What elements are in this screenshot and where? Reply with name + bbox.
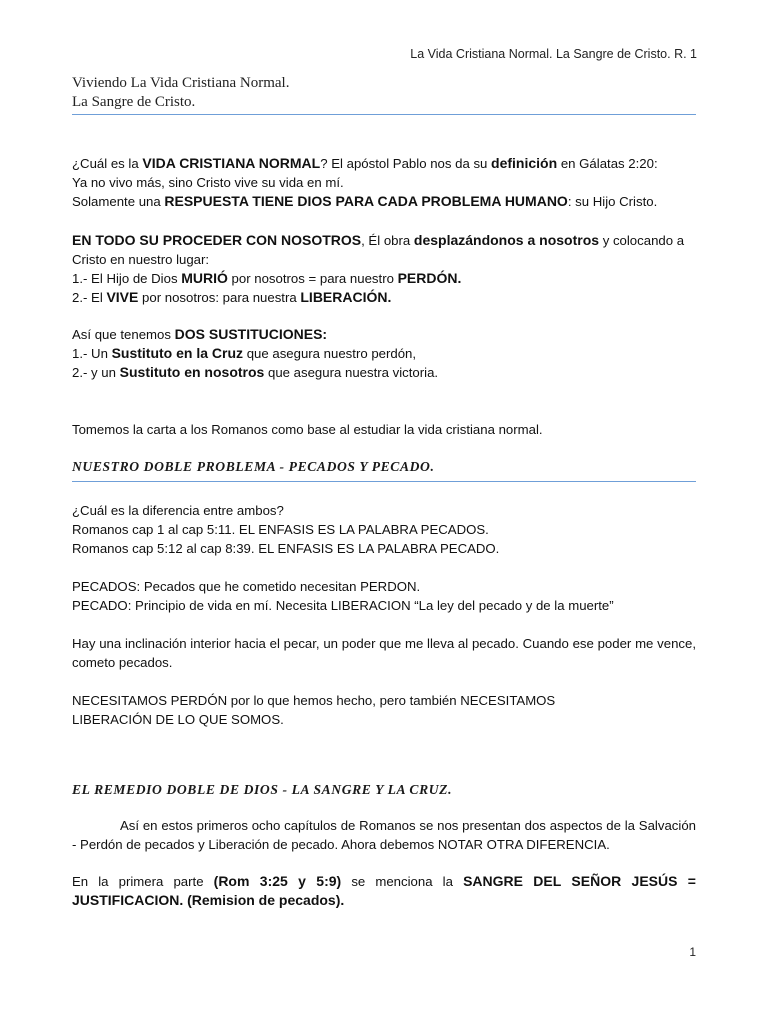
primera-parte-paragraph: En la primera parte (Rom 3:25 y 5:9) se menciona la SANGRE DEL SEÑOR JESÚS = JUSTIFICACION. (Remision de pecados). [72, 873, 696, 908]
romanos-range-2: Romanos cap 5:12 al cap 8:39. EL ENFASIS ES LA PALABRA PECADO. [72, 541, 500, 556]
necesitamos-line-1: NECESITAMOS PERDÓN por lo que hemos hecho, pero también NECESITAMOS [72, 693, 556, 708]
title-line-2: La Sangre de Cristo. [72, 94, 196, 110]
proceder-lead: EN TODO SU PROCEDER CON NOSOTROS, Él obra desplazándonos a nosotros y colocando a Cristo en nuestro lugar: [72, 232, 685, 267]
definitions-block [72, 577, 696, 615]
sustituciones-item-2: 2.- y un Sustituto en nosotros que asegura nuestra victoria. [72, 364, 439, 380]
sustituciones-item-1: 1.- Un Sustituto en la Cruz que asegura nuestro perdón, [72, 345, 417, 361]
sustituciones-lead: Así que tenemos DOS SUSTITUCIONES: [72, 326, 328, 342]
document-title [72, 74, 289, 112]
proceder-item-2: 2.- El VIVE por nosotros: para nuestra LIBERACIÓN. [72, 289, 392, 305]
inclinacion-paragraph: Hay una inclinación interior hacia el pecar, un poder que me lleva al pecado. Cuando ese poder me vence, cometo pecados. [72, 636, 696, 670]
proceder-item-1: 1.- El Hijo de Dios MURIÓ por nosotros = para nuestro PERDÓN. [72, 270, 462, 286]
intro-line-1: ¿Cuál es la VIDA CRISTIANA NORMAL? El apóstol Pablo nos da su definición en Gálatas 2:20: [72, 155, 658, 171]
title-line-1: Viviendo La Vida Cristiana Normal. [72, 75, 290, 91]
title-divider [72, 114, 696, 115]
remedio-paragraph: Así en estos primeros ocho capítulos de Romanos se nos presentan dos aspectos de la Salvación - Perdón de pecados y Liberación de pecado. Ahora debemos NOTAR OTRA DIFERENCIA. [72, 818, 696, 852]
necesitamos-line-2: LIBERACIÓN DE LO QUE SOMOS. [72, 712, 284, 727]
sustituciones-paragraph [72, 325, 696, 382]
section1-question-block [72, 501, 696, 558]
running-header: La Vida Cristiana Normal. La Sangre de Cristo. R. 1 [410, 47, 697, 61]
section-divider [72, 481, 696, 482]
romanos-range-1: Romanos cap 1 al cap 5:11. EL ENFASIS ES LA PALABRA PECADOS. [72, 522, 489, 537]
intro-paragraph [72, 154, 696, 211]
intro-line-3: Solamente una RESPUESTA TIENE DIOS PARA CADA PROBLEMA HUMANO: su Hijo Cristo. [72, 193, 658, 209]
question-line: ¿Cuál es la diferencia entre ambos? [72, 503, 284, 518]
definition-pecados: PECADOS: Pecados que he cometido necesitan PERDON. [72, 579, 421, 594]
definition-pecado: PECADO: Principio de vida en mí. Necesita LIBERACION “La ley del pecado y de la muerte” [72, 598, 614, 613]
romanos-intro: Tomemos la carta a los Romanos como base al estudiar la vida cristiana normal. [72, 422, 543, 437]
page-number: 1 [689, 945, 696, 959]
necesitamos-paragraph [72, 691, 696, 729]
intro-line-2: Ya no vivo más, sino Cristo vive su vida en mí. [72, 175, 344, 190]
section-heading-problema: NUESTRO DOBLE PROBLEMA - PECADOS Y PECADO. [72, 459, 435, 474]
proceder-paragraph [72, 231, 696, 307]
section-heading-remedio: EL REMEDIO DOBLE DE DIOS - LA SANGRE Y LA CRUZ. [72, 782, 453, 797]
